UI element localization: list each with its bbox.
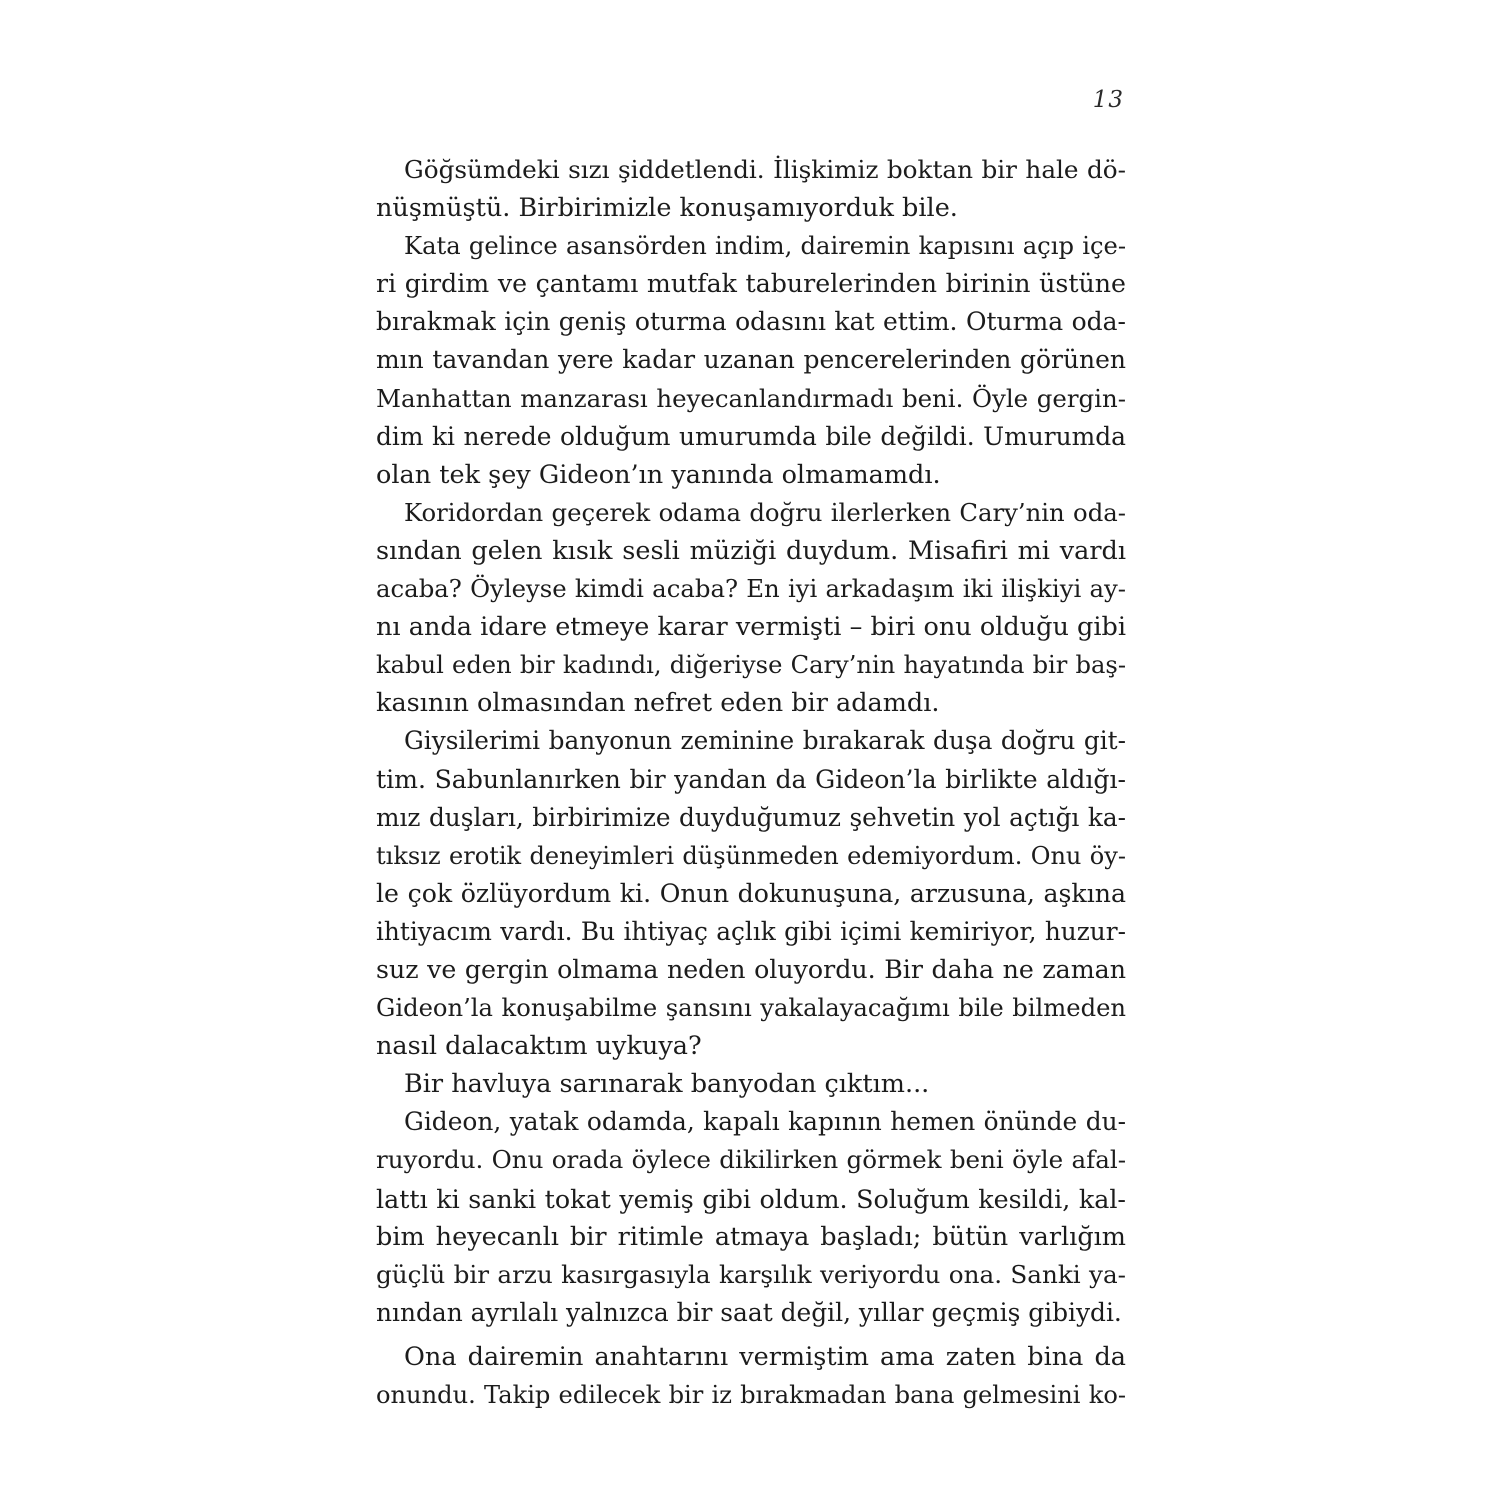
text-line: kabul eden bir kadındı, diğeriyse Cary’nin hayatında bir baş- <box>376 651 1126 680</box>
book-text-body <box>376 151 1126 1414</box>
text-line: dim ki nerede olduğum umurumda bile değildi. Umurumda <box>376 421 1126 451</box>
text-line: sından gelen kısık sesli müziği duydum. Misafiri mi vardı <box>376 535 1126 566</box>
text-line: güçlü bir arzu kasırgasıyla karşılık veriyordu ona. Sanki ya- <box>376 1259 1126 1289</box>
text-line: ri girdim ve çantamı mutfak taburelerinden birinin üstüne <box>376 269 1126 299</box>
text-line: onundu. Takip edilecek bir iz bırakmadan bana gelmesini ko- <box>376 1381 1126 1409</box>
text-line: Kata gelince asansörden indim, dairemin kapısını açıp içe- <box>404 232 1126 261</box>
text-line: Manhattan manzarası heyecanlandırmadı beni. Öyle gergin- <box>376 383 1126 413</box>
text-line: Giysilerimi banyonun zeminine bırakarak duşa doğru git- <box>404 726 1126 756</box>
text-line: Gideon, yatak odamda, kapalı kapının hemen önünde du- <box>404 1107 1126 1137</box>
text-line: tıksız erotik deneyimleri düşünmeden edemiyordum. Onu öy- <box>376 841 1126 870</box>
text-line: bırakmak için geniş oturma odasını kat ettim. Oturma oda- <box>376 307 1126 337</box>
text-line: Göğsümdeki sızı şiddetlendi. İlişkimiz boktan bir hale dö- <box>404 155 1126 184</box>
text-line: mın tavandan yere kadar uzanan pencerelerinden görünen <box>376 345 1126 375</box>
text-line: nüşmüştü. Birbirimizle konuşamıyorduk bile. <box>376 193 958 224</box>
text-line: acaba? Öyleyse kimdi acaba? En iyi arkadaşım iki ilişkiyi ay- <box>376 574 1126 604</box>
text-line: ihtiyacım vardı. Bu ihtiyaç açlık gibi içimi kemiriyor, huzur- <box>376 916 1126 946</box>
text-line: nasıl dalacaktım uykuya? <box>376 1031 702 1062</box>
text-line: Bir havluya sarınarak banyodan çıktım... <box>404 1069 930 1100</box>
text-line: nından ayrılalı yalnızca bir saat değil, yıllar geçmiş gibiydi. <box>376 1297 1122 1327</box>
text-line: Koridordan geçerek odama doğru ilerlerken Cary’nin oda- <box>404 497 1126 527</box>
text-line: suz ve gergin olmama neden oluyordu. Bir daha ne zaman <box>376 954 1126 984</box>
text-line: nı anda idare etmeye karar vermişti – biri onu olduğu gibi <box>376 612 1126 643</box>
text-line: le çok özlüyordum ki. Onun dokunuşuna, arzusuna, aşkına <box>376 878 1126 908</box>
text-line: olan tek şey Gideon’ın yanında olmamamdı. <box>376 459 941 490</box>
text-line: kasının olmasından nefret eden bir adamdı. <box>376 688 940 719</box>
text-line: ruyordu. Onu orada öylece dikilirken görmek beni öyle afal- <box>376 1145 1126 1175</box>
text-line: bim heyecanlı bir ritimle atmaya başladı; bütün varlığım <box>376 1221 1126 1252</box>
text-line: Ona dairemin anahtarını vermiştim ama zaten bina da <box>404 1341 1126 1372</box>
text-line: mız duşları, birbirimize duyduğumuz şehvetin yol açtığı ka- <box>376 802 1126 832</box>
text-line: lattı ki sanki tokat yemiş gibi oldum. Soluğum kesildi, kal- <box>376 1183 1126 1214</box>
text-line: Gideon’la konuşabilme şansını yakalayacağımı bile bilmeden <box>376 994 1126 1023</box>
page-number: 13 <box>1092 87 1124 113</box>
text-line: tim. Sabunlanırken bir yandan da Gideon’la birlikte aldığı- <box>376 764 1126 794</box>
